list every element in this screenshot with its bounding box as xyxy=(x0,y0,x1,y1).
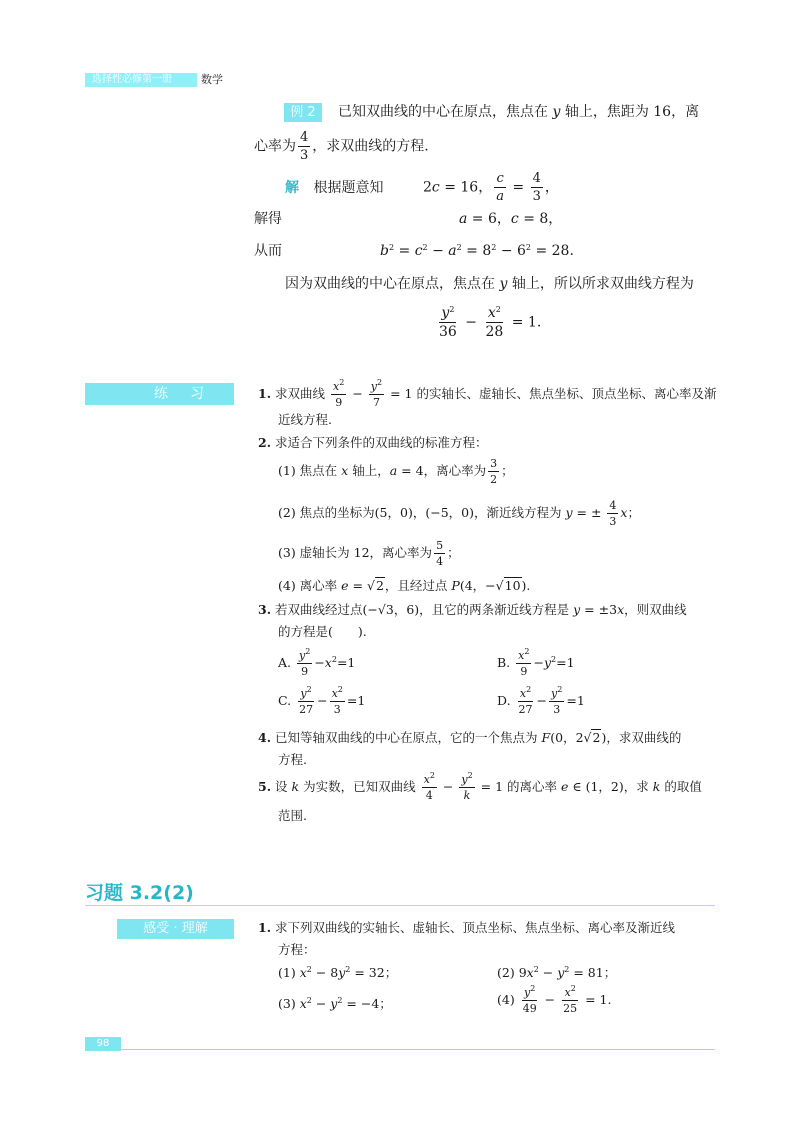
section-label: 感受 · 理解 xyxy=(143,921,208,936)
footer-rule xyxy=(121,1049,715,1050)
option-d: D. $\frac{x^2}{27}$ − $\frac{y^2}{3}$ =1 xyxy=(497,685,585,716)
practice-q5: 5. 设 k 为实数，已知双曲线 $\frac{x^2}{4}$ − $\frac{y^2}{k}$ = 1 的离心率 e ∈ (1，2)，求 k 的取值 xyxy=(258,771,702,802)
solution-final-equation: $\frac{y^2}{36}$ − $\frac{x^2}{28}$ = 1. xyxy=(439,305,542,340)
practice-q5-cont: 范围. xyxy=(278,808,307,823)
solution-eq1: 2c = 16， $\frac{c}{a}$ = $\frac{4}{3}$ ， xyxy=(423,171,559,204)
exercise-part-1: (1) $x^2 - 8y^2 = 32$； xyxy=(278,965,398,980)
example-problem-line2: 心率为 $\frac{4}{3}$ ，求双曲线的方程. xyxy=(254,130,429,163)
exercise-q1: 1. 求下列双曲线的实轴长、虚轴长、顶点坐标、焦点坐标、离心率及渐近线 xyxy=(258,920,676,935)
practice-q3-cont: 的方程是( ). xyxy=(278,624,367,639)
practice-q4: 4. 已知等轴双曲线的中心在原点，它的一个焦点为 F(0，2√2)，求双曲线的 xyxy=(258,730,682,745)
header-subject: 数学 xyxy=(201,73,223,86)
page-number: 98 xyxy=(96,1038,110,1049)
practice-q3: 3. 若双曲线经过点(−√3，6)，且它的两条渐近线方程是 y = ±3x，则双曲线 xyxy=(258,602,687,617)
example-problem-line1: 已知双曲线的中心在原点，焦点在 y 轴上，焦距为 16，离 xyxy=(338,104,700,120)
practice-q1: 1. 求双曲线 $\frac{x^2}{9}$ − $\frac{y^2}{7}$ = 1 的实轴长、虚轴长、焦点坐标、顶点坐标、离心率及渐 xyxy=(258,378,717,409)
exercise-title-rule xyxy=(85,905,715,906)
exercise-part-3: (3) $x^2 - y^2 = -4$； xyxy=(278,996,392,1011)
practice-q2-1: (1) 焦点在 x 轴上，a = 4，离心率为 $\frac{3}{2}$ ； xyxy=(278,457,514,486)
exercise-part-2: (2) $9x^2 - y^2 = 81$； xyxy=(497,965,617,980)
option-c: C. $\frac{y^2}{27}$ − $\frac{x^2}{3}$ =1 xyxy=(278,685,366,716)
example-tag: 例 2 xyxy=(284,103,322,122)
option-b: B. $\frac{x^2}{9}$ $-y^2=1$ xyxy=(497,647,575,678)
solution-congr: 从而 xyxy=(254,243,282,259)
practice-q2-2: (2) 焦点的坐标为(5，0)，(−5，0)，渐近线方程为 y = ± $\frac{4}{3}$ x； xyxy=(278,499,640,528)
exercise-part-4: (4) $\frac{y^2}{49}$ − $\frac{x^2}{25}$ = 1. xyxy=(497,984,612,1015)
exercise-q1-cont: 方程： xyxy=(278,942,316,957)
practice-q4-cont: 方程. xyxy=(278,752,307,767)
solution-label: 解 xyxy=(285,180,299,196)
exercise-title: 习题 3.2(2) xyxy=(85,882,194,904)
solution-eq2: a = 6，c = 8， xyxy=(459,211,563,227)
solution-eq3: $b^2 = c^2 - a^2 = 8^2 - 6^2 = 28$. xyxy=(380,243,574,259)
practice-q1-cont: 近线方程. xyxy=(278,412,332,427)
solution-jiede: 解得 xyxy=(254,211,282,227)
solution-conclusion: 因为双曲线的中心在原点，焦点在 y 轴上，所以所求双曲线方程为 xyxy=(285,276,694,292)
practice-q2-4: (4) 离心率 e = √2，且经过点 P(4，−√10). xyxy=(278,578,531,593)
practice-q2-3: (3) 虚轴长为 12，离心率为 $\frac{5}{4}$ ； xyxy=(278,539,460,568)
solution-line1: 解 根据题意知 xyxy=(285,180,384,196)
practice-q2: 2. 求适合下列条件的双曲线的标准方程： xyxy=(258,435,488,450)
option-a: A. $\frac{y^2}{9}$ $-x^2=1$ xyxy=(278,647,356,678)
header-book-title: 选择性必修第一册 xyxy=(92,74,172,85)
practice-label: 练习 xyxy=(154,386,226,402)
